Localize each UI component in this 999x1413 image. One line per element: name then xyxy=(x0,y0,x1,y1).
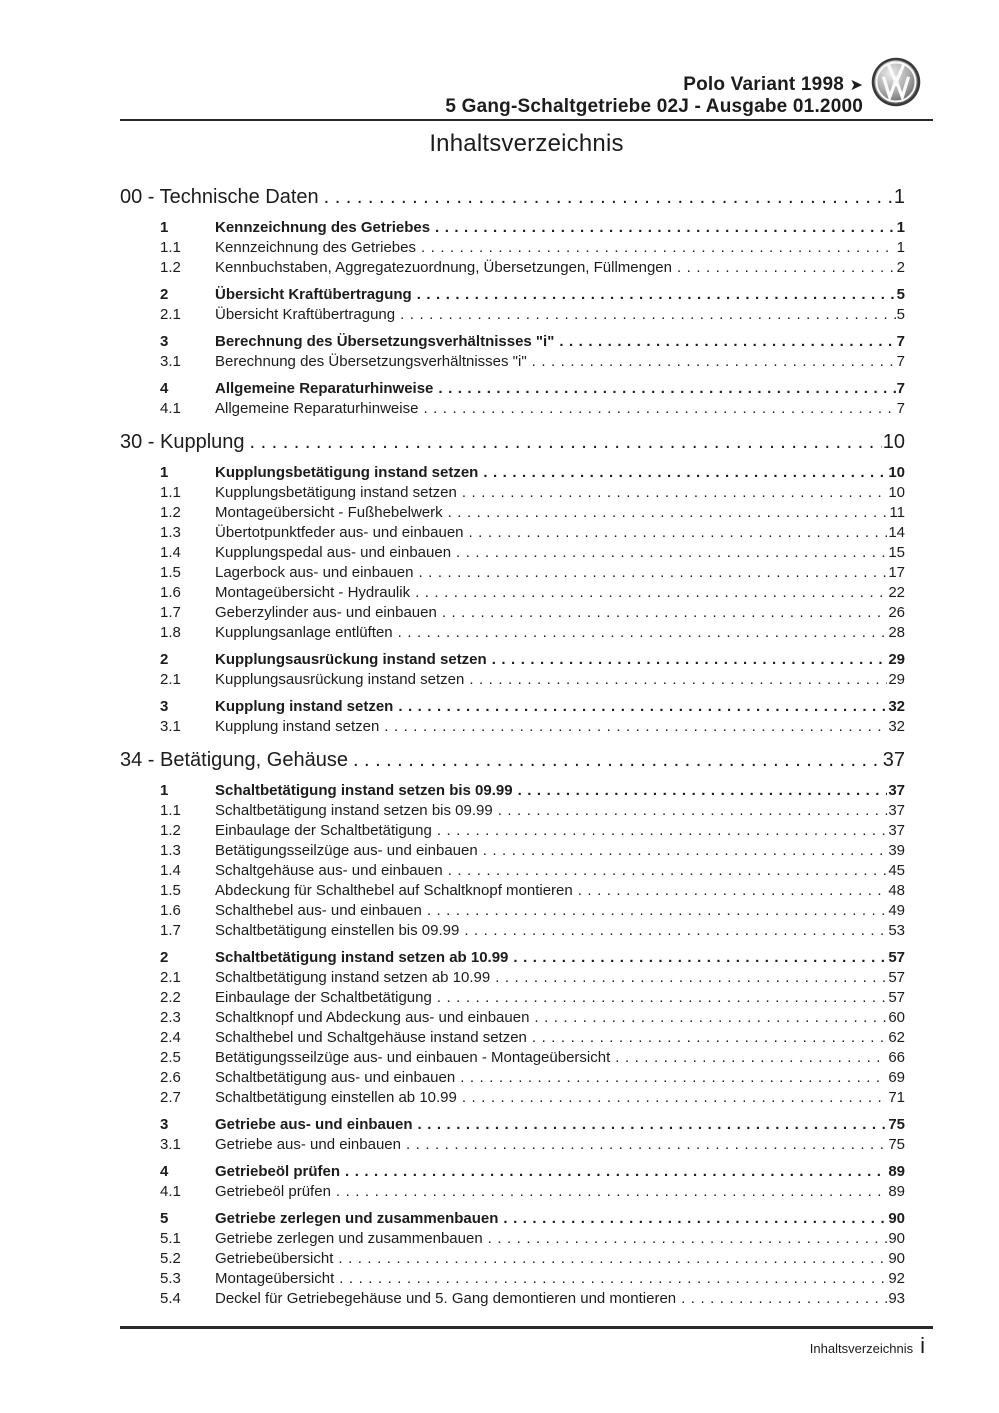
toc-entry-row xyxy=(120,623,933,643)
toc-entry-row xyxy=(120,285,933,305)
toc-entry-row xyxy=(120,1249,933,1269)
entry-page-number: 90 xyxy=(888,1210,905,1227)
toc-entry-row xyxy=(120,861,933,881)
dot-leader xyxy=(448,861,888,881)
entry-page-number: 17 xyxy=(888,564,905,581)
entry-page-number: 32 xyxy=(888,718,905,735)
entry-title: Kennzeichnung des Getriebes xyxy=(215,239,416,256)
entry-page-number: 90 xyxy=(888,1250,905,1267)
entry-number: 2.4 xyxy=(160,1029,181,1046)
entry-page-number: 62 xyxy=(888,1029,905,1046)
entry-title: Schaltbetätigung einstellen bis 09.99 xyxy=(215,922,460,939)
entry-number: 2.2 xyxy=(160,989,181,1006)
entry-number: 1.6 xyxy=(160,584,181,601)
entry-title: Kennzeichnung des Getriebes xyxy=(215,219,431,236)
dot-leader xyxy=(338,1249,887,1269)
entry-title: Schaltbetätigung aus- und einbauen xyxy=(215,1069,456,1086)
toc-entry-row xyxy=(120,901,933,921)
dot-leader xyxy=(462,1088,887,1108)
dot-leader xyxy=(435,218,896,238)
entry-title: Kupplungsbetätigung instand setzen xyxy=(215,464,479,481)
entry-page-number: 29 xyxy=(888,671,905,688)
toc-entry-row xyxy=(120,697,933,717)
dot-leader xyxy=(400,305,896,325)
dot-leader xyxy=(460,1068,887,1088)
entry-number: 1.1 xyxy=(160,239,181,256)
dot-leader xyxy=(384,717,887,737)
right-arrow-icon: ➤ xyxy=(849,76,863,94)
dot-leader xyxy=(469,523,888,543)
entry-number: 4 xyxy=(160,380,169,397)
dot-leader xyxy=(353,746,882,774)
dot-leader xyxy=(423,399,895,419)
toc-entry-row xyxy=(120,463,933,483)
entry-title: Berechnung des Übersetzungsverhältnisses "i" xyxy=(215,353,527,370)
entry-number: 2.1 xyxy=(160,671,181,688)
entry-number: 3 xyxy=(160,698,169,715)
entry-title: Berechnung des Übersetzungsverhältnisses "i" xyxy=(215,333,555,350)
entry-number: 4.1 xyxy=(160,1183,181,1200)
toc-entry-row xyxy=(120,781,933,801)
entry-title: Einbaulage der Schaltbetätigung xyxy=(215,822,432,839)
toc-entry-row xyxy=(120,1115,933,1135)
entry-page-number: 7 xyxy=(896,380,905,397)
entry-page-number: 37 xyxy=(888,822,905,839)
entry-page-number: 89 xyxy=(888,1183,905,1200)
entry-title: Betätigungsseilzüge aus- und einbauen xyxy=(215,842,478,859)
dot-leader xyxy=(418,1115,888,1135)
entry-title: Geberzylinder aus- und einbauen xyxy=(215,604,437,621)
entry-title: Getriebe zerlegen und zusammenbauen xyxy=(215,1210,499,1227)
dot-leader xyxy=(513,948,887,968)
entry-number: 1 xyxy=(160,464,169,481)
toc-chapter-row xyxy=(120,428,933,456)
entry-page-number: 45 xyxy=(888,862,905,879)
dot-leader xyxy=(437,821,887,841)
entry-number: 4.1 xyxy=(160,400,181,417)
toc-entry-row xyxy=(120,1088,933,1108)
entry-number: 5.1 xyxy=(160,1230,181,1247)
toc-entry-row xyxy=(120,583,933,603)
header-model-text: Polo Variant 1998 xyxy=(683,74,844,95)
toc-entry-row xyxy=(120,503,933,523)
dot-leader xyxy=(462,483,887,503)
entry-title: Kupplung instand setzen xyxy=(215,718,380,735)
toc-entry-row xyxy=(120,881,933,901)
toc-entry-row xyxy=(120,523,933,543)
entry-page-number: 39 xyxy=(888,842,905,859)
entry-title: Einbaulage der Schaltbetätigung xyxy=(215,989,432,1006)
toc-entry-row xyxy=(120,801,933,821)
entry-page-number: 92 xyxy=(888,1270,905,1287)
entry-number: 1.4 xyxy=(160,544,181,561)
toc-entry-row xyxy=(120,670,933,690)
dot-leader xyxy=(559,332,895,352)
entry-page-number: 26 xyxy=(888,604,905,621)
entry-title: Übersicht Kraftübertragung xyxy=(215,306,396,323)
toc-chapter-row xyxy=(120,183,933,211)
entry-page-number: 7 xyxy=(896,353,905,370)
entry-title: Deckel für Getriebegehäuse und 5. Gang demontieren und montieren xyxy=(215,1290,677,1307)
toc-entry-row xyxy=(120,650,933,670)
toc-entry-row xyxy=(120,1229,933,1249)
footer-label: Inhaltsverzeichnis xyxy=(809,1341,914,1356)
entry-number: 3.1 xyxy=(160,1136,181,1153)
entry-page-number: 75 xyxy=(888,1136,905,1153)
entry-title: Schaltbetätigung einstellen ab 10.99 xyxy=(215,1089,457,1106)
entry-title: Schaltbetätigung instand setzen bis 09.99 xyxy=(215,802,493,819)
entry-page-number: 71 xyxy=(888,1089,905,1106)
toc-entry-row xyxy=(120,1209,933,1229)
toc-entry-row xyxy=(120,1068,933,1088)
entry-page-number: 15 xyxy=(888,544,905,561)
dot-leader xyxy=(438,379,895,399)
entry-title: Kupplungsanlage entlüften xyxy=(215,624,393,641)
entry-number: 2 xyxy=(160,286,169,303)
entry-title: Kupplungspedal aus- und einbauen xyxy=(215,544,452,561)
entry-title: Montageübersicht - Hydraulik xyxy=(215,584,411,601)
entry-number: 1.1 xyxy=(160,484,181,501)
entry-title: Schaltbetätigung instand setzen bis 09.99 xyxy=(215,782,513,799)
entry-page-number: 5 xyxy=(896,306,905,323)
entry-title: Schaltbetätigung instand setzen ab 10.99 xyxy=(215,969,491,986)
dot-leader xyxy=(417,285,896,305)
header-model-line xyxy=(120,74,863,96)
dot-leader xyxy=(250,428,882,456)
entry-number: 3 xyxy=(160,1116,169,1133)
entry-page-number: 10 xyxy=(888,484,905,501)
dot-leader xyxy=(681,1289,887,1309)
entry-title: Getriebeöl prüfen xyxy=(215,1163,341,1180)
chapter-label: 00 - Technische Daten xyxy=(120,186,319,208)
entry-title: Getriebeübersicht xyxy=(215,1250,334,1267)
dot-leader xyxy=(469,670,887,690)
entry-number: 1.5 xyxy=(160,882,181,899)
dot-leader xyxy=(495,968,887,988)
dot-leader xyxy=(406,1135,887,1155)
entry-number: 5 xyxy=(160,1210,169,1227)
toc-entry-row xyxy=(120,1048,933,1068)
entry-title: Kennbuchstaben, Aggregatezuordnung, Übersetzungen, Füllmengen xyxy=(215,259,672,276)
toc-entry-row xyxy=(120,921,933,941)
entry-number: 1.2 xyxy=(160,259,181,276)
dot-leader xyxy=(518,781,888,801)
entry-number: 1.2 xyxy=(160,504,181,521)
entry-number: 1 xyxy=(160,782,169,799)
entry-number: 2 xyxy=(160,949,169,966)
entry-page-number: 2 xyxy=(896,259,905,276)
entry-title: Übertotpunktfeder aus- und einbauen xyxy=(215,524,464,541)
entry-title: Getriebeöl prüfen xyxy=(215,1183,331,1200)
entry-number: 1.6 xyxy=(160,902,181,919)
entry-page-number: 1 xyxy=(896,239,905,256)
dot-leader xyxy=(464,921,887,941)
entry-page-number: 89 xyxy=(888,1163,905,1180)
dot-leader xyxy=(488,1229,888,1249)
entry-page-number: 5 xyxy=(896,286,905,303)
dot-leader xyxy=(483,463,887,483)
dot-leader xyxy=(532,352,896,372)
toc-entry-row xyxy=(120,379,933,399)
dot-leader xyxy=(339,1269,887,1289)
chapter-label: 30 - Kupplung xyxy=(120,431,245,453)
entry-page-number: 37 xyxy=(888,782,905,799)
toc-entry-row xyxy=(120,1008,933,1028)
entry-title: Schalthebel und Schaltgehäuse instand setzen xyxy=(215,1029,527,1046)
entry-number: 3 xyxy=(160,333,169,350)
toc-entry-row xyxy=(120,483,933,503)
entry-page-number: 90 xyxy=(888,1230,905,1247)
entry-title: Schaltbetätigung instand setzen ab 10.99 xyxy=(215,949,509,966)
entry-page-number: 49 xyxy=(888,902,905,919)
toc-entry-row xyxy=(120,352,933,372)
entry-number: 1.7 xyxy=(160,604,181,621)
dot-leader xyxy=(483,841,888,861)
toc-entry-row xyxy=(120,543,933,563)
entry-title: Betätigungsseilzüge aus- und einbauen - Montageübersicht xyxy=(215,1049,611,1066)
entry-number: 3.1 xyxy=(160,353,181,370)
dot-leader xyxy=(534,1008,887,1028)
toc xyxy=(120,183,933,1309)
chapter-page-number: 1 xyxy=(893,186,905,208)
entry-page-number: 37 xyxy=(888,802,905,819)
toc-entry-row xyxy=(120,1269,933,1289)
dot-leader xyxy=(398,697,887,717)
entry-page-number: 93 xyxy=(888,1290,905,1307)
entry-number: 1.4 xyxy=(160,862,181,879)
toc-entry-row xyxy=(120,841,933,861)
entry-page-number: 28 xyxy=(888,624,905,641)
entry-number: 2.5 xyxy=(160,1049,181,1066)
dot-leader xyxy=(437,988,887,1008)
toc-entry-row xyxy=(120,717,933,737)
toc-chapter-row xyxy=(120,746,933,774)
chapter-page-number: 10 xyxy=(882,431,905,453)
entry-page-number: 57 xyxy=(888,969,905,986)
toc-entry-row xyxy=(120,238,933,258)
toc-entry-row xyxy=(120,821,933,841)
entry-title: Abdeckung für Schalthebel auf Schaltknopf montieren xyxy=(215,882,573,899)
chapter-page-number: 37 xyxy=(882,749,905,771)
dot-leader xyxy=(421,238,896,258)
entry-number: 1.2 xyxy=(160,822,181,839)
toc-entry-row xyxy=(120,603,933,623)
entry-page-number: 29 xyxy=(888,651,905,668)
entry-page-number: 7 xyxy=(896,400,905,417)
entry-page-number: 66 xyxy=(888,1049,905,1066)
entry-number: 5.2 xyxy=(160,1250,181,1267)
entry-page-number: 10 xyxy=(888,464,905,481)
page-footer xyxy=(120,1333,933,1359)
toc-entry-row xyxy=(120,1135,933,1155)
dot-leader xyxy=(492,650,888,670)
entry-page-number: 32 xyxy=(888,698,905,715)
dot-leader xyxy=(324,183,893,211)
entry-number: 1 xyxy=(160,219,169,236)
toc-entry-row xyxy=(120,988,933,1008)
entry-page-number: 60 xyxy=(888,1009,905,1026)
toc-entry-row xyxy=(120,332,933,352)
entry-page-number: 75 xyxy=(888,1116,905,1133)
entry-page-number: 7 xyxy=(896,333,905,350)
entry-number: 2.7 xyxy=(160,1089,181,1106)
toc-entry-row xyxy=(120,968,933,988)
entry-page-number: 48 xyxy=(888,882,905,899)
dot-leader xyxy=(427,901,887,921)
entry-page-number: 57 xyxy=(888,949,905,966)
entry-title: Allgemeine Reparaturhinweise xyxy=(215,400,419,417)
entry-number: 2 xyxy=(160,651,169,668)
toc-entry-row xyxy=(120,305,933,325)
dot-leader xyxy=(578,881,888,901)
entry-title: Übersicht Kraftübertragung xyxy=(215,286,412,303)
entry-number: 2.6 xyxy=(160,1069,181,1086)
entry-number: 1.3 xyxy=(160,842,181,859)
footer-page-number: i xyxy=(920,1333,925,1358)
dot-leader xyxy=(398,623,888,643)
toc-entry-row xyxy=(120,258,933,278)
entry-number: 5.4 xyxy=(160,1290,181,1307)
entry-number: 5.3 xyxy=(160,1270,181,1287)
toc-entry-row xyxy=(120,563,933,583)
entry-page-number: 22 xyxy=(888,584,905,601)
page-header xyxy=(120,74,863,117)
entry-page-number: 69 xyxy=(888,1069,905,1086)
entry-number: 1.7 xyxy=(160,922,181,939)
entry-title: Schaltknopf und Abdeckung aus- und einbauen xyxy=(215,1009,530,1026)
entry-number: 2.3 xyxy=(160,1009,181,1026)
entry-title: Montageübersicht xyxy=(215,1270,335,1287)
entry-number: 3.1 xyxy=(160,718,181,735)
dot-leader xyxy=(532,1028,887,1048)
entry-number: 1.1 xyxy=(160,802,181,819)
footer-divider xyxy=(120,1326,933,1329)
dot-leader xyxy=(615,1048,887,1068)
entry-title: Getriebe zerlegen und zusammenbauen xyxy=(215,1230,483,1247)
entry-title: Getriebe aus- und einbauen xyxy=(215,1116,413,1133)
dot-leader xyxy=(419,563,888,583)
entry-number: 1.8 xyxy=(160,624,181,641)
dot-leader xyxy=(345,1162,887,1182)
entry-page-number: 11 xyxy=(889,504,905,521)
entry-number: 1.5 xyxy=(160,564,181,581)
toc-entry-row xyxy=(120,1289,933,1309)
header-divider xyxy=(120,119,933,121)
dot-leader xyxy=(415,583,887,603)
dot-leader xyxy=(498,801,888,821)
entry-title: Schalthebel aus- und einbauen xyxy=(215,902,422,919)
entry-title: Kupplungsausrückung instand setzen xyxy=(215,651,487,668)
dot-leader xyxy=(448,503,889,523)
dot-leader xyxy=(336,1182,887,1202)
toc-entry-row xyxy=(120,1182,933,1202)
dot-leader xyxy=(442,603,887,623)
entry-number: 4 xyxy=(160,1163,169,1180)
entry-number: 1.3 xyxy=(160,524,181,541)
entry-number: 2.1 xyxy=(160,969,181,986)
toc-entry-row xyxy=(120,1162,933,1182)
header-edition-line: 5 Gang-Schaltgetriebe 02J - Ausgabe 01.2000 xyxy=(445,96,863,117)
entry-title: Allgemeine Reparaturhinweise xyxy=(215,380,434,397)
entry-title: Kupplungsausrückung instand setzen xyxy=(215,671,465,688)
toc-entry-row xyxy=(120,948,933,968)
entry-title: Kupplung instand setzen xyxy=(215,698,394,715)
entry-page-number: 14 xyxy=(888,524,905,541)
entry-number: 2.1 xyxy=(160,306,181,323)
toc-entry-row xyxy=(120,218,933,238)
page-title: Inhaltsverzeichnis xyxy=(429,130,624,157)
vw-logo-icon xyxy=(871,57,921,107)
dot-leader xyxy=(456,543,887,563)
chapter-label: 34 - Betätigung, Gehäuse xyxy=(120,749,348,771)
entry-page-number: 57 xyxy=(888,989,905,1006)
entry-title: Lagerbock aus- und einbauen xyxy=(215,564,414,581)
dot-leader xyxy=(677,258,896,278)
entry-title: Getriebe aus- und einbauen xyxy=(215,1136,401,1153)
entry-title: Kupplungsbetätigung instand setzen xyxy=(215,484,457,501)
entry-title: Montageübersicht - Fußhebelwerk xyxy=(215,504,443,521)
toc-entry-row xyxy=(120,399,933,419)
dot-leader xyxy=(503,1209,887,1229)
entry-page-number: 1 xyxy=(896,219,905,236)
entry-page-number: 53 xyxy=(888,922,905,939)
entry-title: Schaltgehäuse aus- und einbauen xyxy=(215,862,443,879)
toc-entry-row xyxy=(120,1028,933,1048)
